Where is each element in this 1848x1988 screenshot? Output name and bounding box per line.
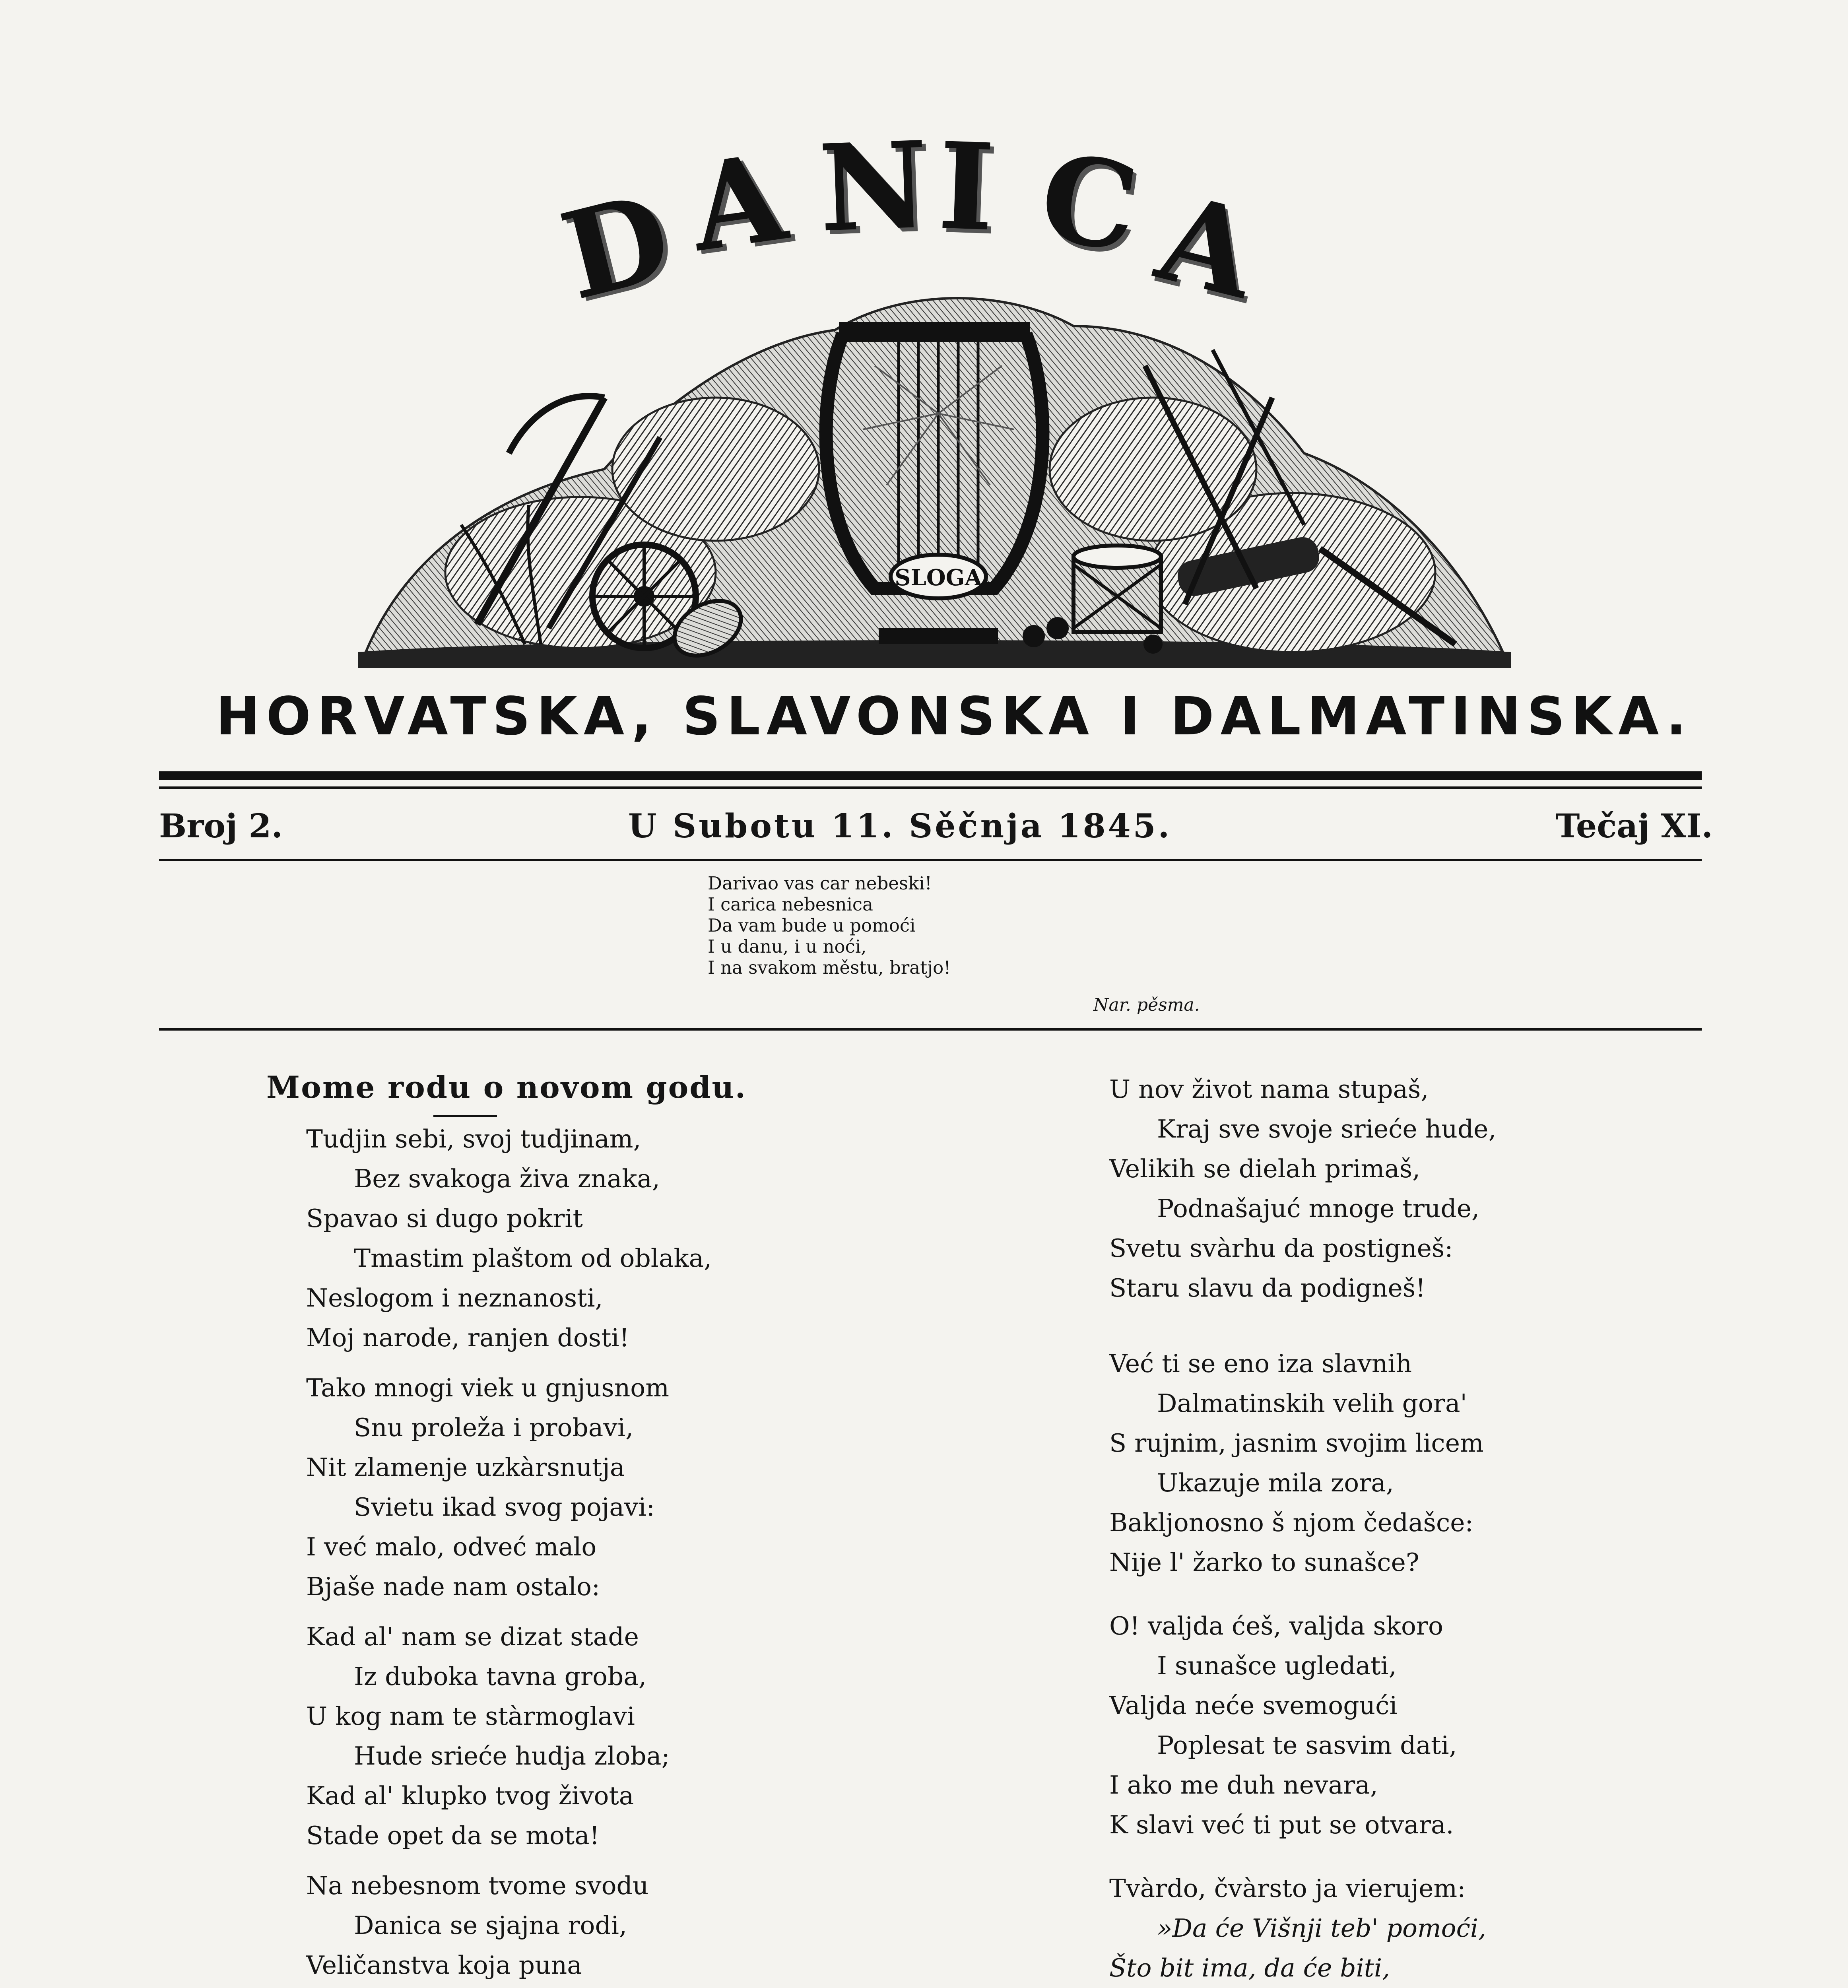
motto-line: I carica nebesnica bbox=[708, 894, 873, 915]
stanza bbox=[306, 1119, 982, 1358]
verse-line: Već ti se eno iza slavnih bbox=[1109, 1349, 1412, 1378]
verse-line: Hude srieće hudja zloba; bbox=[354, 1741, 670, 1771]
poem-left-column bbox=[306, 1119, 982, 1988]
stanza bbox=[1109, 1070, 1745, 1308]
verse-line: Dalmatinskih velih gora' bbox=[1157, 1389, 1467, 1418]
issue-volume: Tečaj XI. bbox=[1555, 807, 1713, 845]
verse-line: Ukazuje mila zora, bbox=[1157, 1468, 1394, 1497]
verse-line bbox=[306, 1985, 982, 1988]
masthead-rule-thick bbox=[159, 771, 1702, 780]
verse-line: Staru slavu da podigneš! bbox=[1109, 1274, 1426, 1303]
verse-line: Spavao si dugo pokrit bbox=[306, 1204, 583, 1233]
motto-line: Darivao vas car nebeski! bbox=[708, 873, 932, 894]
verse-line: Danica se sjajna rodi, bbox=[354, 1911, 627, 1940]
verse-line: Što bit ima, da će biti, bbox=[1109, 1953, 1390, 1982]
motto-line: Da vam bude u pomoći bbox=[708, 915, 916, 936]
verse-line: Bakljonosno š njom čedašce: bbox=[1109, 1508, 1473, 1537]
masthead-rule-thin bbox=[159, 786, 1702, 789]
stanza bbox=[1109, 1869, 1745, 1988]
stanza bbox=[306, 1368, 982, 1607]
verse-line: Kad al' nam se dizat stade bbox=[306, 1622, 639, 1651]
issue-date: U Subotu 11. Sěčnja 1845. bbox=[628, 807, 1172, 845]
motto-source: Nar. pěsma. bbox=[1093, 995, 1200, 1015]
verse-line: Neslogom i neznanosti, bbox=[306, 1283, 603, 1312]
verse-line: I sunašce ugledati, bbox=[1157, 1651, 1397, 1680]
verse-line: Podnašajuć mnoge trude, bbox=[1157, 1194, 1480, 1223]
verse-line: I ako me duh nevara, bbox=[1109, 1771, 1378, 1800]
masthead-letter: I bbox=[936, 115, 997, 258]
verse-line: Bez svakoga živa znaka, bbox=[354, 1164, 660, 1193]
verse-line: Tmastim plaštom od oblaka, bbox=[354, 1244, 712, 1273]
masthead-letter: C bbox=[1032, 126, 1146, 279]
stanza bbox=[1109, 1344, 1745, 1582]
stanza bbox=[306, 1866, 982, 1988]
verse-line: Poplesat te sasvim dati, bbox=[1157, 1731, 1457, 1760]
stanza bbox=[306, 1617, 982, 1856]
issue-number: Broj 2. bbox=[159, 807, 283, 845]
issue-rule bbox=[159, 859, 1702, 861]
motto-epigraph bbox=[708, 873, 1066, 978]
motto-line: I na svakom městu, bratjo! bbox=[708, 957, 951, 978]
poem-right-column bbox=[1109, 1070, 1745, 1988]
motto-rule bbox=[159, 1028, 1702, 1031]
verse-line: S rujnim, jasnim svojim licem bbox=[1109, 1429, 1484, 1458]
verse-line: Stade opet da se mota! bbox=[306, 1821, 600, 1850]
verse-line: Tudjin sebi, svoj tudjinam, bbox=[306, 1124, 641, 1153]
verse-line: Tako mnogi viek u gnjusnom bbox=[306, 1373, 669, 1402]
masthead-subtitle: HORVATSKA, SLAVONSKA I DALMATINSKA. bbox=[216, 686, 1693, 747]
verse-line: Snu proleža i probavi, bbox=[354, 1413, 634, 1442]
verse-line: Svietu ikad svog pojavi: bbox=[354, 1493, 655, 1522]
masthead-letter: D bbox=[549, 165, 683, 327]
title-divider bbox=[433, 1115, 497, 1117]
motto-line: I u danu, i u noći, bbox=[708, 936, 867, 957]
verse-line: Nije l' žarko to sunašce? bbox=[1109, 1548, 1419, 1577]
verse-line: Svetu svàrhu da postigneš: bbox=[1109, 1234, 1453, 1263]
masthead-letter: N bbox=[816, 115, 931, 259]
emblem-label: SLOGA bbox=[895, 565, 982, 591]
verse-line: Bjaše nade nam ostalo: bbox=[306, 1572, 600, 1601]
masthead-engraving bbox=[358, 247, 1511, 668]
verse-line: Tvàrdo, čvàrsto ja vierujem: bbox=[1109, 1874, 1466, 1903]
verse-line: Kad al' klupko tvog života bbox=[306, 1781, 634, 1810]
masthead-letter: A bbox=[682, 126, 794, 279]
verse-line: Velikih se dielah primaš, bbox=[1109, 1154, 1421, 1183]
poem-title: Mome rodu o novom godu. bbox=[266, 1070, 747, 1105]
verse-line: Na nebesnom tvome svodu bbox=[306, 1871, 649, 1900]
verse-line: I već malo, odveć malo bbox=[306, 1532, 597, 1561]
stanza bbox=[1109, 1606, 1745, 1845]
verse-line: O! valjda ćeš, valjda skoro bbox=[1109, 1611, 1443, 1640]
verse-line: Kraj sve svoje srieće hude, bbox=[1157, 1114, 1497, 1143]
verse-line: Valjda neće svemogući bbox=[1109, 1691, 1398, 1720]
masthead-letter: A bbox=[1145, 167, 1270, 326]
verse-line: Nit zlamenje uzkàrsnutja bbox=[306, 1453, 625, 1482]
verse-line: Iz duboka tavna groba, bbox=[354, 1662, 646, 1691]
verse-line: U nov život nama stupaš, bbox=[1109, 1075, 1429, 1104]
verse-line: Veličanstva koja puna bbox=[306, 1951, 582, 1980]
verse-line: »Da će Višnji teb' pomoći, bbox=[1157, 1914, 1487, 1943]
verse-line: U kog nam te stàrmoglavi bbox=[306, 1702, 635, 1731]
verse-line: Moj narode, ranjen dosti! bbox=[306, 1323, 629, 1352]
verse-line: K slavi već ti put se otvara. bbox=[1109, 1810, 1454, 1839]
